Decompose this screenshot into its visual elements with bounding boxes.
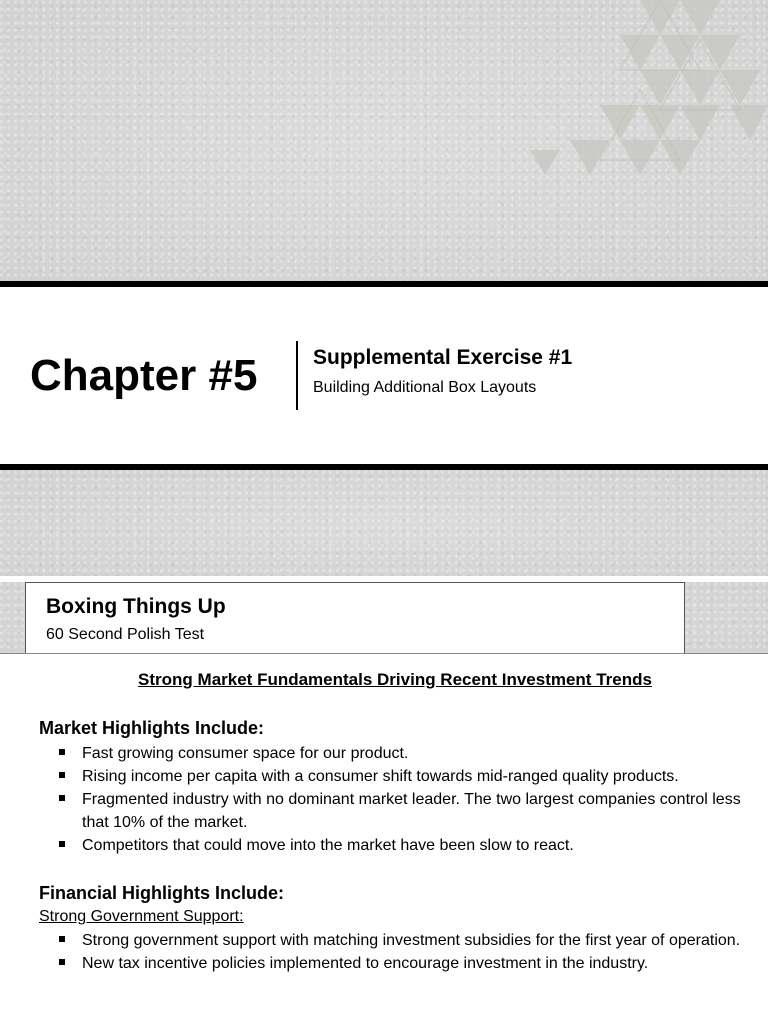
list-item-text: Competitors that could move into the market have been slow to react. (82, 837, 574, 854)
chapter-title: Chapter #5 (30, 351, 258, 400)
card-bottom-line (0, 653, 768, 654)
bullet-icon (59, 795, 65, 801)
list-item-text: Fragmented industry with no dominant market leader. The two largest companies control less that 10% of the market. (82, 791, 741, 831)
list-item (58, 765, 748, 788)
financial-highlights-heading: Financial Highlights Include: (39, 883, 285, 903)
document-heading: Strong Market Fundamentals Driving Recent Investment Trends (138, 670, 652, 689)
list-item-text: Strong government support with matching investment subsidies for the first year of operation. (82, 932, 741, 949)
list-item (58, 834, 748, 857)
box-title: Boxing Things Up (46, 595, 226, 618)
market-highlights-heading: Market Highlights Include: (39, 718, 265, 738)
list-item-text: Rising income per capita with a consumer shift towards mid-ranged quality products. (82, 768, 679, 785)
exercise-subtitle: Building Additional Box Layouts (313, 379, 537, 396)
bullet-icon (59, 772, 65, 778)
market-highlights-list (58, 742, 748, 857)
financial-highlights-list (58, 929, 748, 975)
list-item (58, 952, 748, 975)
bullet-icon (59, 841, 65, 847)
title-separator (296, 341, 298, 410)
government-support-subheading: Strong Government Support: (39, 908, 244, 925)
list-item-text: Fast growing consumer space for our product. (82, 745, 409, 762)
top-divider-rule (0, 281, 768, 287)
list-item (58, 742, 748, 765)
bullet-icon (59, 936, 65, 942)
concrete-middle-background (0, 470, 768, 576)
list-item (58, 929, 748, 952)
bullet-icon (59, 959, 65, 965)
list-item (58, 788, 748, 834)
exercise-title: Supplemental Exercise #1 (313, 346, 573, 369)
box-title-card (25, 582, 685, 654)
bullet-icon (59, 749, 65, 755)
box-subtitle: 60 Second Polish Test (46, 626, 205, 643)
decorative-triangle-pattern (530, 0, 768, 200)
list-item-text: New tax incentive policies implemented to encourage investment in the industry. (82, 955, 649, 972)
